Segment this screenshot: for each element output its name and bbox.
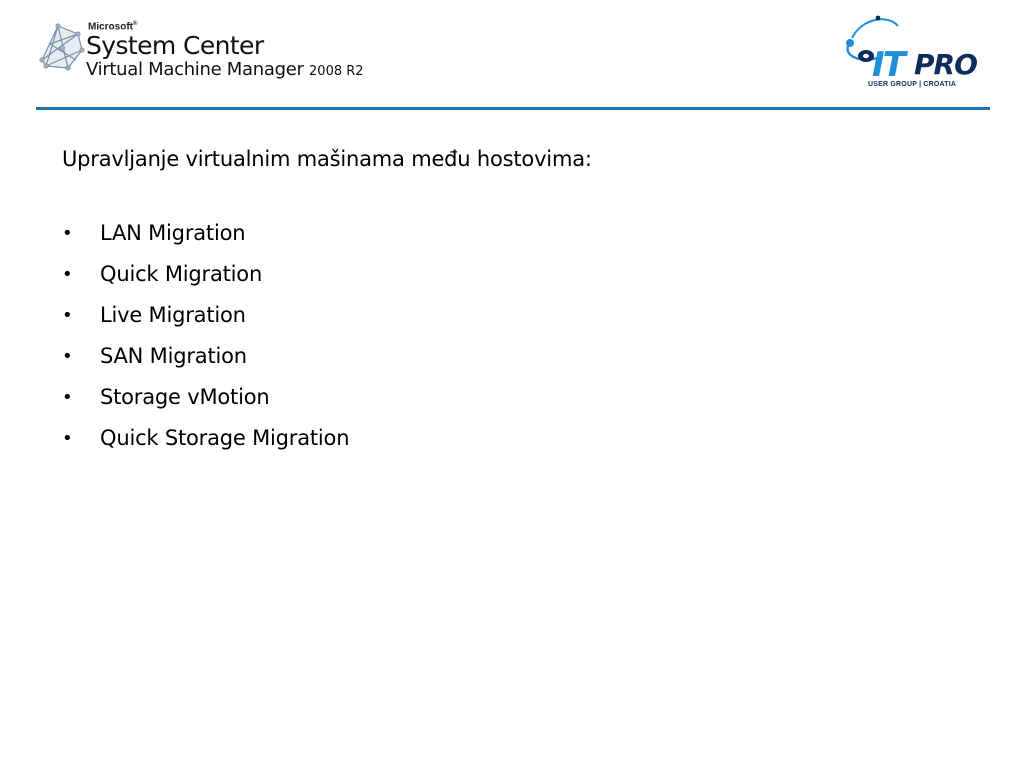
- system-center-icon: [38, 20, 86, 72]
- list-item: • Live Migration: [62, 295, 962, 336]
- svg-text:IT: IT: [872, 45, 904, 85]
- bullet-icon: •: [62, 387, 73, 408]
- list-item: • Quick Storage Migration: [62, 418, 962, 459]
- list-item: • LAN Migration: [62, 213, 962, 254]
- list-item: • SAN Migration: [62, 336, 962, 377]
- header-divider: [36, 107, 990, 110]
- system-center-title: System Center: [86, 31, 264, 61]
- bullet-icon: •: [62, 305, 73, 326]
- list-item: • Quick Migration: [62, 254, 962, 295]
- system-center-logo: [38, 18, 398, 96]
- bullet-icon: •: [62, 428, 73, 449]
- bullet-icon: •: [62, 346, 73, 367]
- microsoft-label: Microsoft®: [88, 21, 138, 33]
- intro-text: Upravljanje virtualnim mašinama među hostovima:: [62, 147, 592, 171]
- bullet-icon: •: [62, 223, 73, 244]
- slide-body: [62, 143, 962, 459]
- slide-header: [0, 0, 1024, 110]
- vmm-subtitle: Virtual Machine Manager 2008 R2: [86, 59, 364, 81]
- list-item: • Storage vMotion: [62, 377, 962, 418]
- bullet-icon: •: [62, 264, 73, 285]
- itpro-tagline: USER GROUP | CROATIA: [868, 81, 957, 88]
- migration-list: [62, 213, 962, 459]
- itpro-wordmark: PRO: [914, 48, 977, 81]
